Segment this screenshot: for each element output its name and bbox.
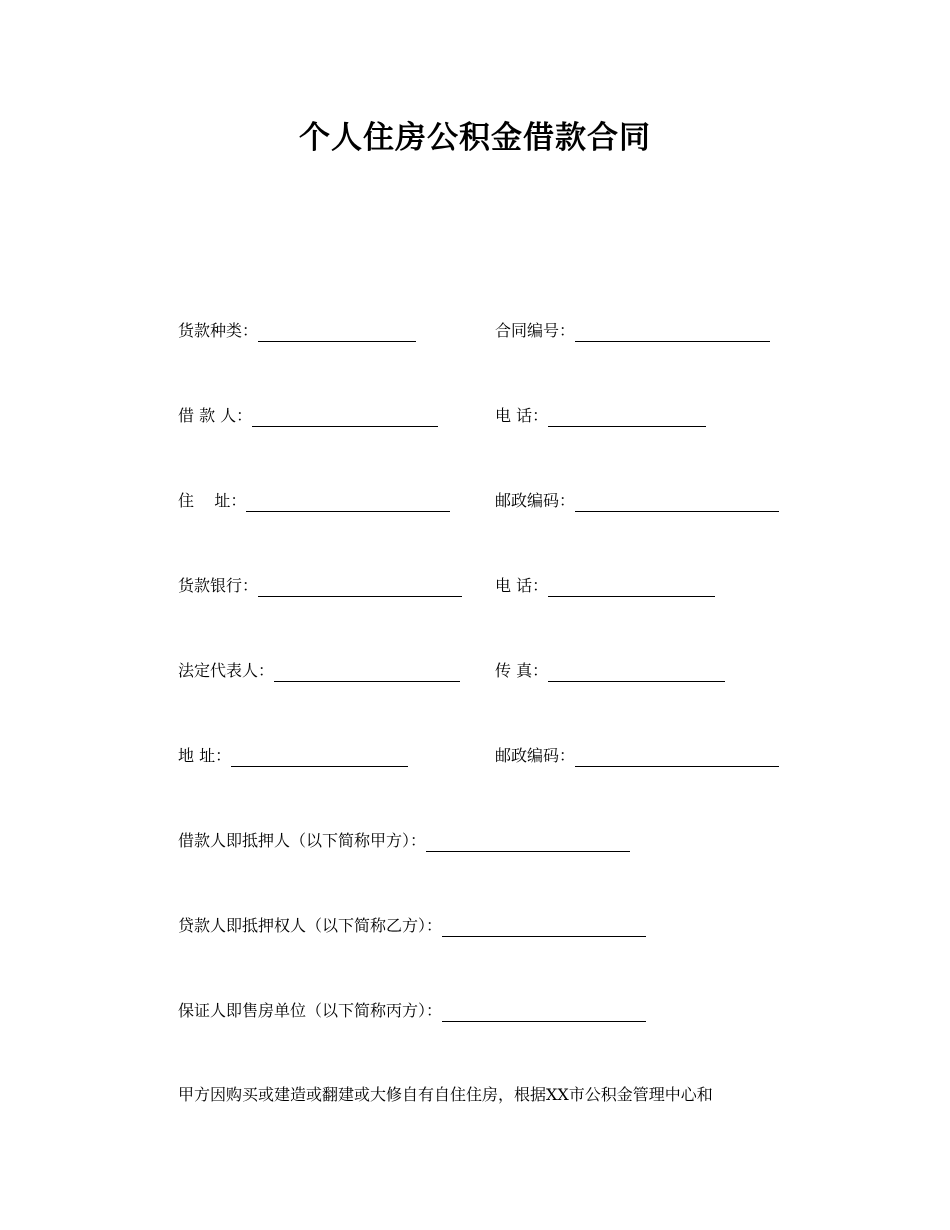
postcode1-blank[interactable] xyxy=(575,493,779,512)
document-title: 个人住房公积金借款合同 xyxy=(299,120,651,156)
party-a-label: 借款人即抵押人（以下简称甲方）： xyxy=(178,831,427,850)
loan-type-field xyxy=(178,320,416,342)
legal-rep-label: 法定代表人： xyxy=(178,661,275,680)
contract-paragraph: 甲方因购买或建造或翻建或大修自有自住住房，根据XX市公积金管理中心和 xyxy=(178,1085,713,1104)
borrower-label: 借 款 人： xyxy=(178,406,253,425)
fax-field xyxy=(495,660,725,682)
party-b-label: 贷款人即抵押权人（以下简称乙方）： xyxy=(178,916,443,935)
contract-no-blank[interactable] xyxy=(575,323,770,342)
loan-bank-field xyxy=(178,575,462,597)
contract-no-field xyxy=(495,320,770,342)
loan-bank-blank[interactable] xyxy=(258,578,462,597)
address2-field xyxy=(178,745,408,767)
fax-blank[interactable] xyxy=(548,663,725,682)
borrower-blank[interactable] xyxy=(252,408,438,427)
postcode2-label: 邮政编码： xyxy=(495,746,576,765)
party-c-field xyxy=(178,1000,646,1022)
address-field xyxy=(178,490,450,512)
fax-label: 传 真： xyxy=(495,661,549,680)
address-blank[interactable] xyxy=(246,493,450,512)
party-b-field xyxy=(178,915,646,937)
address2-blank[interactable] xyxy=(231,748,408,767)
party-c-blank[interactable] xyxy=(442,1003,646,1022)
phone2-label: 电 话： xyxy=(495,576,549,595)
contract-no-label: 合同编号： xyxy=(495,321,576,340)
postcode1-label: 邮政编码： xyxy=(495,491,576,510)
legal-rep-blank[interactable] xyxy=(274,663,460,682)
postcode2-field xyxy=(495,745,779,767)
borrower-field xyxy=(178,405,438,427)
party-a-blank[interactable] xyxy=(426,833,630,852)
loan-bank-label: 货款银行： xyxy=(178,576,259,595)
phone1-field xyxy=(495,405,706,427)
party-c-label: 保证人即售房单位（以下简称丙方）： xyxy=(178,1001,443,1020)
phone1-blank[interactable] xyxy=(548,408,706,427)
party-b-blank[interactable] xyxy=(442,918,646,937)
address-label: 住 址： xyxy=(178,491,247,510)
address2-label: 地 址： xyxy=(178,746,232,765)
loan-type-label: 货款种类： xyxy=(178,321,259,340)
loan-type-blank[interactable] xyxy=(258,323,416,342)
postcode1-field xyxy=(495,490,779,512)
phone1-label: 电 话： xyxy=(495,406,549,425)
phone2-blank[interactable] xyxy=(548,578,715,597)
postcode2-blank[interactable] xyxy=(575,748,779,767)
legal-rep-field xyxy=(178,660,460,682)
phone2-field xyxy=(495,575,715,597)
party-a-field xyxy=(178,830,630,852)
